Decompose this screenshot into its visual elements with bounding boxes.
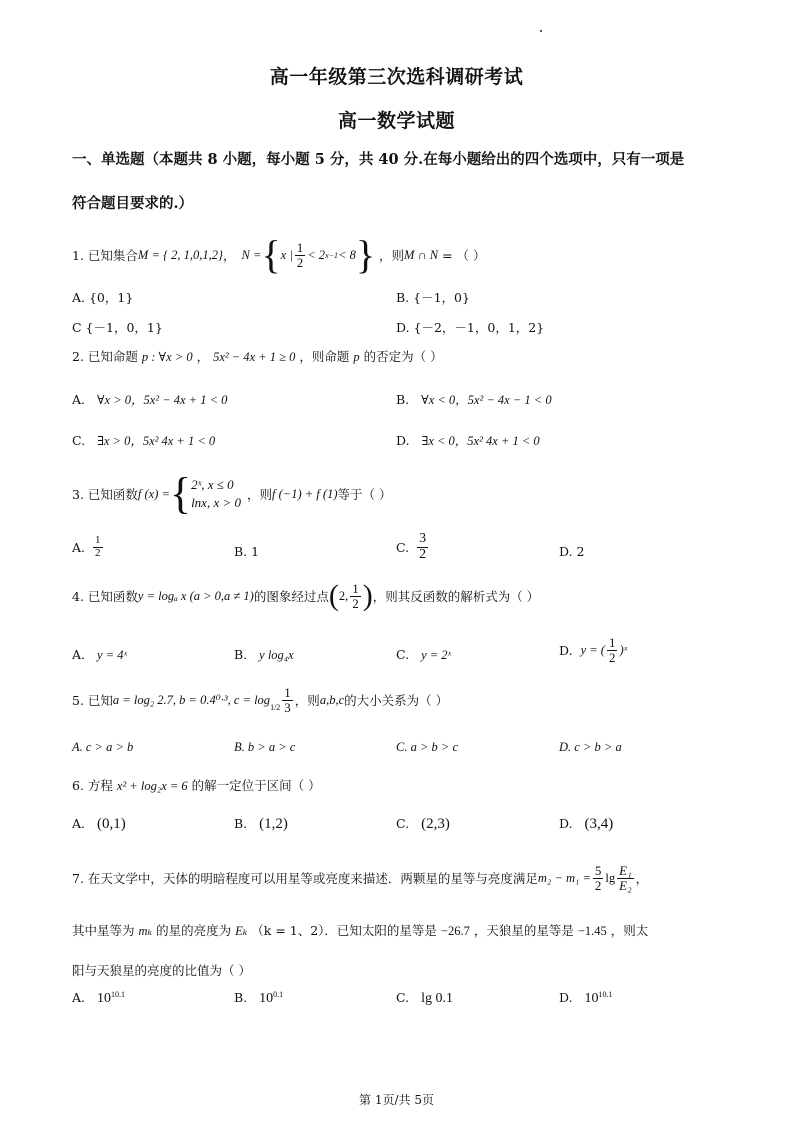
q1-half-num: 1 — [296, 239, 304, 255]
q4-option-b-math: y log₄x — [259, 648, 294, 662]
q7-option-c-math: lg 0.1 — [421, 991, 453, 1006]
q7-sun-magnitude: −26.7 — [440, 924, 470, 938]
q6-option-d-math: (3,4) — [584, 816, 614, 832]
question-7-line1 — [72, 856, 648, 900]
q1-end: = （ ） — [442, 248, 486, 263]
q7-formula-e-den: E₂ — [619, 877, 632, 893]
q6-option-c — [396, 816, 450, 833]
q1-option-b: B. {－1，0} — [396, 290, 470, 305]
q4-rparen: ) — [362, 579, 373, 612]
q7-option-b-exp: 0.1 — [273, 990, 284, 999]
q7-option-a — [72, 990, 125, 1007]
q5-prefix: 5. 已知 — [72, 693, 113, 708]
question-3 — [72, 470, 391, 518]
q3-case1: 2ˣ, x ≤ 0 — [191, 477, 234, 493]
q7-formula-efrac — [617, 864, 633, 892]
q3-cases — [191, 476, 241, 511]
q4-func: y = logₐ x (a > 0,a ≠ 1) — [137, 588, 254, 603]
q7-option-b-base: 10 — [259, 991, 274, 1007]
q3-option-c-den: 2 — [419, 546, 427, 562]
q7-formula-num: 5 — [594, 862, 602, 878]
q1-set-n-body: x | — [280, 247, 293, 262]
q3-option-c-label: C. — [396, 539, 410, 555]
q1-tail: ，则 — [379, 248, 405, 263]
q4-option-c-label: C. — [396, 647, 410, 662]
q5-frac — [282, 686, 293, 714]
q2-prefix: 2. 已知命题 — [72, 349, 138, 364]
q4-option-d-den: 2 — [608, 649, 616, 665]
q2-option-d-label: D. — [396, 433, 410, 448]
q2-option-b-label: B. — [396, 392, 410, 407]
q6-option-b-math: (1,2) — [259, 816, 288, 832]
q3-option-c-frac — [417, 532, 428, 562]
q2-p: p — [353, 350, 360, 364]
q7-option-d — [559, 990, 613, 1007]
q1-option-c: C {－1，0，1} — [72, 320, 163, 335]
q4-option-b-label: B. — [234, 647, 248, 662]
q7-formula-e-num: E₁ — [619, 862, 632, 878]
q4-pt-a: 2, — [338, 588, 349, 603]
q2-end: 的否定为（ ） — [363, 349, 443, 364]
q3-fx: f (x) = — [137, 486, 170, 501]
q1-half-den: 2 — [296, 254, 304, 270]
q5-base: 1/2 — [270, 702, 281, 712]
q4-tail: ，则其反函数的解析式为（ ） — [372, 589, 540, 604]
page-footer: 第 1页/共 5页 — [359, 1093, 434, 1107]
q3-option-d: D. 2 — [559, 544, 585, 559]
q4-option-d-post: )ˣ — [619, 642, 628, 657]
q3-case2: lnx, x > 0 — [191, 495, 241, 510]
subject-title: 高一数学试题 — [337, 110, 455, 132]
q4-option-d-frac — [607, 636, 618, 664]
q1-prefix: 1. 已知集合 — [72, 248, 138, 263]
q7-mk: mₖ — [138, 924, 153, 938]
q6-option-d — [559, 816, 613, 833]
question-7-line3: 阳与天狼星的亮度的比值为（ ） — [72, 963, 251, 978]
q7-formula-lhs: m₂ − m₁ = — [537, 870, 591, 885]
q1-half — [295, 241, 306, 269]
q4-option-a — [72, 647, 127, 663]
q3-end: 等于（ ） — [337, 487, 392, 502]
q2-option-c-math: ∃x > 0，5x² 4x + 1 < 0 — [97, 434, 216, 448]
q3-tail: ，则 — [247, 487, 273, 502]
q2-option-a — [72, 390, 227, 408]
q3-option-a-frac — [93, 535, 103, 559]
q6-tail: 的解一定位于区间（ ） — [191, 778, 321, 793]
q4-pt-frac — [350, 582, 361, 610]
question-5 — [72, 680, 448, 720]
q7-line2-c: （k = 1、2）．已知太阳的星等是 — [251, 923, 437, 938]
q7-option-c-label: C. — [396, 990, 410, 1005]
q2-mid: ， — [196, 349, 210, 364]
q1-ineq-tail: < 8 — [338, 247, 356, 262]
q7-formula-den: 2 — [594, 877, 602, 893]
q5-abc: a,b,c — [319, 692, 345, 707]
question-4 — [72, 576, 539, 616]
q5-end: 的大小关系为（ ） — [344, 693, 449, 708]
q7-line2-a: 其中星等为 — [72, 923, 135, 938]
q7-option-a-base: 10 — [97, 991, 111, 1007]
q3-option-a-num: 1 — [95, 534, 101, 546]
q4-pt-den: 2 — [352, 595, 359, 611]
q7-ek: Eₖ — [235, 924, 248, 938]
q6-option-a-math: (0,1) — [97, 816, 126, 832]
q2-math2: 5x² − 4x + 1 ≥ 0 — [213, 350, 296, 364]
q7-option-d-base: 10 — [584, 991, 599, 1007]
q5-option-d: D. c > b > a — [559, 740, 622, 754]
q7-line2-d: ，天狼星的星等是 — [473, 923, 574, 938]
q5-tail: ，则 — [294, 693, 320, 708]
q6-option-c-math: (2,3) — [421, 816, 450, 832]
q4-pt-num: 1 — [352, 580, 359, 596]
q4-option-d-num: 1 — [608, 635, 616, 650]
question-1 — [72, 232, 486, 278]
q4-option-c-math: y = 2ˣ — [421, 648, 452, 662]
q1-set-m: M = { 2, 1,0,1,2} — [137, 247, 224, 262]
q2-option-d — [396, 431, 540, 449]
q7-formula-lg: lg — [605, 870, 616, 885]
q1-expr: M ∩ N — [404, 247, 439, 262]
q4-option-a-math: y = 4ˣ — [97, 648, 128, 662]
q6-option-a — [72, 816, 126, 833]
q2-tail: ，则命题 — [299, 349, 350, 364]
q2-option-a-math: ∀x > 0，5x² − 4x + 1 < 0 — [97, 393, 228, 407]
q4-prefix: 4. 已知函数 — [72, 589, 138, 604]
q1-mid: ， — [223, 248, 236, 263]
q4-option-d — [559, 636, 627, 664]
question-7-line2 — [72, 921, 648, 939]
q5-option-b: B. b > a > c — [234, 740, 296, 754]
q7-option-a-label: A. — [72, 990, 86, 1006]
q6-option-a-label: A. — [72, 816, 86, 831]
q3-option-a — [72, 535, 105, 559]
q7-option-c — [396, 990, 453, 1007]
q4-lparen: ( — [328, 579, 339, 612]
q5-math: a = log₂ 2.7, b = 0.4⁰·³, c = log — [112, 693, 271, 707]
q7-sirius-magnitude: −1.45 — [577, 924, 607, 938]
q2-option-b-math: ∀x < 0，5x² − 4x − 1 < 0 — [421, 393, 552, 407]
section-heading-line1: 一、单选题（本题共 8 小题，每小题 5 分，共 40 分.在每小题给出的四个选项中，只有一项是 — [72, 151, 685, 168]
q3-brace: { — [169, 469, 192, 518]
q7-option-b — [234, 990, 283, 1007]
q5-option-a: A. c > a > b — [72, 740, 134, 754]
q3-option-b: B. 1 — [234, 544, 260, 559]
speck — [540, 30, 542, 32]
q5-option-c: C. a > b > c — [396, 740, 459, 754]
q4-option-c — [396, 647, 451, 663]
q1-right-brace: } — [355, 232, 376, 277]
question-2 — [72, 347, 443, 365]
q3-option-a-den: 2 — [95, 546, 101, 559]
q2-option-a-label: A. — [72, 392, 86, 407]
q3-expr: f (−1) + f (1) — [272, 486, 338, 501]
q4-option-a-label: A. — [72, 647, 86, 662]
q7-line1-text: 7. 在天文学中，天体的明暗程度可以用星等或亮度来描述．两颗星的星等与亮度满足 — [72, 871, 538, 886]
q1-ineq-exp: x−1 — [325, 250, 339, 260]
q1-option-d: D. {－2，－1，0，1，2} — [396, 320, 545, 335]
q7-formula-frac — [593, 864, 604, 892]
q7-option-b-label: B. — [234, 990, 248, 1006]
q1-left-brace: { — [261, 232, 281, 277]
q4-option-d-label: D. — [559, 642, 573, 658]
q1-ineq: < 2 — [307, 247, 326, 262]
q6-option-d-label: D. — [559, 816, 573, 831]
q7-line1-end: ， — [635, 871, 649, 886]
q1-set-n-open: N = — [241, 247, 262, 262]
q6-option-b — [234, 816, 288, 833]
q3-option-c-num: 3 — [419, 531, 427, 546]
q3-option-c — [396, 532, 430, 562]
q6-option-b-label: B. — [234, 816, 248, 831]
q7-line2-b: 的星的亮度为 — [156, 923, 232, 938]
q4-mid: 的图象经过点 — [253, 589, 329, 604]
q2-option-c — [72, 431, 215, 449]
q3-prefix: 3. 已知函数 — [72, 487, 138, 502]
q4-option-b — [234, 647, 294, 663]
q2-option-d-math: ∃x < 0，5x² 4x + 1 < 0 — [421, 434, 540, 448]
q3-option-a-label: A. — [72, 539, 86, 555]
q6-math: x² + log₂x = 6 — [116, 779, 188, 793]
q2-option-b — [396, 390, 552, 408]
q5-num: 1 — [284, 684, 291, 700]
exam-title: 高一年级第三次选科调研考试 — [269, 66, 524, 88]
q2-option-c-label: C. — [72, 433, 86, 448]
q4-option-d-pre: y = ( — [580, 642, 605, 657]
question-6 — [72, 776, 321, 794]
q7-line2-e: ，则太 — [610, 923, 649, 938]
q5-den: 3 — [284, 699, 291, 715]
q7-option-d-label: D. — [559, 990, 573, 1006]
q7-option-d-exp: 10.1 — [598, 990, 613, 999]
q7-option-a-exp: 10.1 — [111, 990, 125, 999]
q2-math: p : ∀x > 0 — [141, 350, 193, 364]
q6-prefix: 6. 方程 — [72, 778, 113, 793]
q1-option-a: A. {0，1} — [72, 290, 134, 305]
q6-option-c-label: C. — [396, 816, 410, 831]
section-heading-line2: 符合题目要求的.） — [72, 195, 194, 212]
